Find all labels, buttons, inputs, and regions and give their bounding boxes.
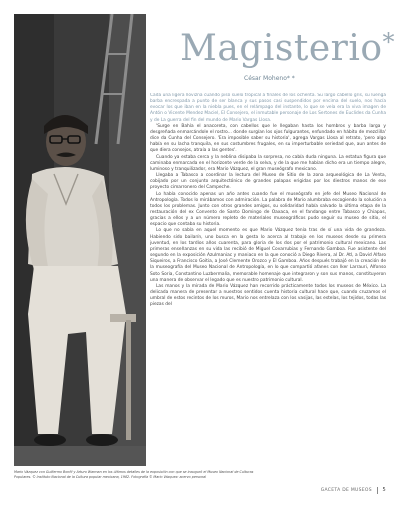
page-number: 5 <box>382 487 386 493</box>
body-paragraph: Las manos y la mirada de Mario Vázquez han recorrido prácticamente todos los museos de México. La delicada manera de presentar a nuestros sentidos cuenta historia cultural hace que, cuando cruzamos el umbral de estos recintos de los muros, Mario nos entrelaza con los vasijas, las estelas, los tejidos, todas las piezas del <box>150 283 386 308</box>
body-paragraph: Llegaba a Tabasco a coordinar la lectura del Museo de Sitio de la zona arqueológica de La Venta, cobijado por un conjunto arquitectónico de grandes palapas erigidas por los diestros manos de ese proyecto cimarronero del Campeche. <box>150 173 386 191</box>
portrait-photo <box>14 14 146 466</box>
body-paragraph: Lo había conocido apenas un año antes cuando fue el museógrafo en jefe del Museo Nacional de Antropología. Todos lo mirábamos con admiración. La palabra de Mario alumbraba escogiendo la solución a todos los problemas. Junto con otros grandes amigos, su solidaridad había salvado la última etapa de la restauración del ex Convento de Santo Domingo de Oaxaca, en el fandango entre Tabasco y Chiapas, gracias a ellos y a un número repleto de materiales museográficos pudo seguir su museo de sitio, el espacio que contaba su historia. <box>150 191 386 228</box>
article-author: César Moheno* * <box>244 75 295 82</box>
body-paragraph: Cada una ligera llovizna cuando pisó suelo tropical a finales de los ochenta. Su largo cabello gris, su luenga barba encrespada a punto de ser blanca y sus pasos casi suspendidos por encima del suelo, nos hacía evocar los que iban en la niebla pues, en el relámpago del instante, lo que se veía era la viva imagen de Antón o Vicente Mendez Maciel, El Consejero, el inmutable personaje de Los Sertones de Euclides da Cunha y de La guerra del fin del mundo de Mario Vargas Llosa. <box>150 93 386 123</box>
magazine-name: GACETA DE MUSEOS <box>320 487 372 493</box>
article-body <box>150 93 386 463</box>
body-paragraph: Cuando ya estaba cerca y la neblina disipaba la sorpresa, no cabía duda ninguna. La estatua figura que caminaba enmarcada en el horizonte verde de la selva, y de la que me habían dicho era un tiempo alegre, luminoso y tranquilizador, era Mario Vázquez, el gran museógrafo mexicano. <box>150 154 386 172</box>
photo-caption: Mario Vázquez con Guillermo Bonfil y Arturo Warman en los últimos detalles de la exposición con que se inauguró el Museo Nacional de Culturas Populares. © Instituto Nacional de la Cultura popular mexicana, 1982. Fotografía © Mario Vázquez: acervo personal <box>14 470 254 480</box>
footer-divider <box>377 487 378 494</box>
article-title <box>180 28 395 69</box>
portrait-photo-illustration <box>14 14 146 466</box>
body-paragraph: 'Surge en Bahía el anacoreta, con cabellos que le llegaban hasta los hombros y barba larga y desgreñada enmarcándole el rostro... donde surgían los ojos fulgurantes, enfundado en hábito de mezclilla' dice da Cunha del Consejero. 'Era imposible saber su historia', agrega Vargas Llosa al retrato, 'pero algo había en su lacha tranquila, en sus costumbres frugales, en su imperturbable seriedad que, aun antes de que diera consejos, atraía a las gentes'. <box>150 123 386 154</box>
article-title-text: Magisterio <box>180 28 383 69</box>
page-footer <box>268 485 386 495</box>
title-footnote-mark: * <box>382 28 396 56</box>
body-paragraph: Lo que no sabía en aquel momento es que Mario Vázquez tenía tras de sí una vida de grandeza. Habiendo sido bailarín, uno busca en la gesta lo acerca al trabajo en los museos desde su primera juventud, en los tardíos años cuarenta, para gloria de los dos por el patrimonio cultural mexicano. Las primeras enseñanzas en su vida las recibió de Miguel Covarrubias y Fernando Gamboa. Fue asistente del segundo en la exposición Azulmaniac y maniaco en la que conoció a Diego Rivera, al Dr. Atl, a David Alfaro Siqueiros, a Francisco Goitia, a José Clemente Orozco y El Gamboa. Años después trabajó en la creación de la museografía del Museo Nacional de Antropología, en lo que compartió afanes con Iker Larrauri, Alfonso Soto Soria, Constantino Luzbermalia, memorable homenaje que integraron y son sus manos, constituyeron una manera de observar el legado que es nuestro patrimonio cultural. <box>150 228 386 283</box>
